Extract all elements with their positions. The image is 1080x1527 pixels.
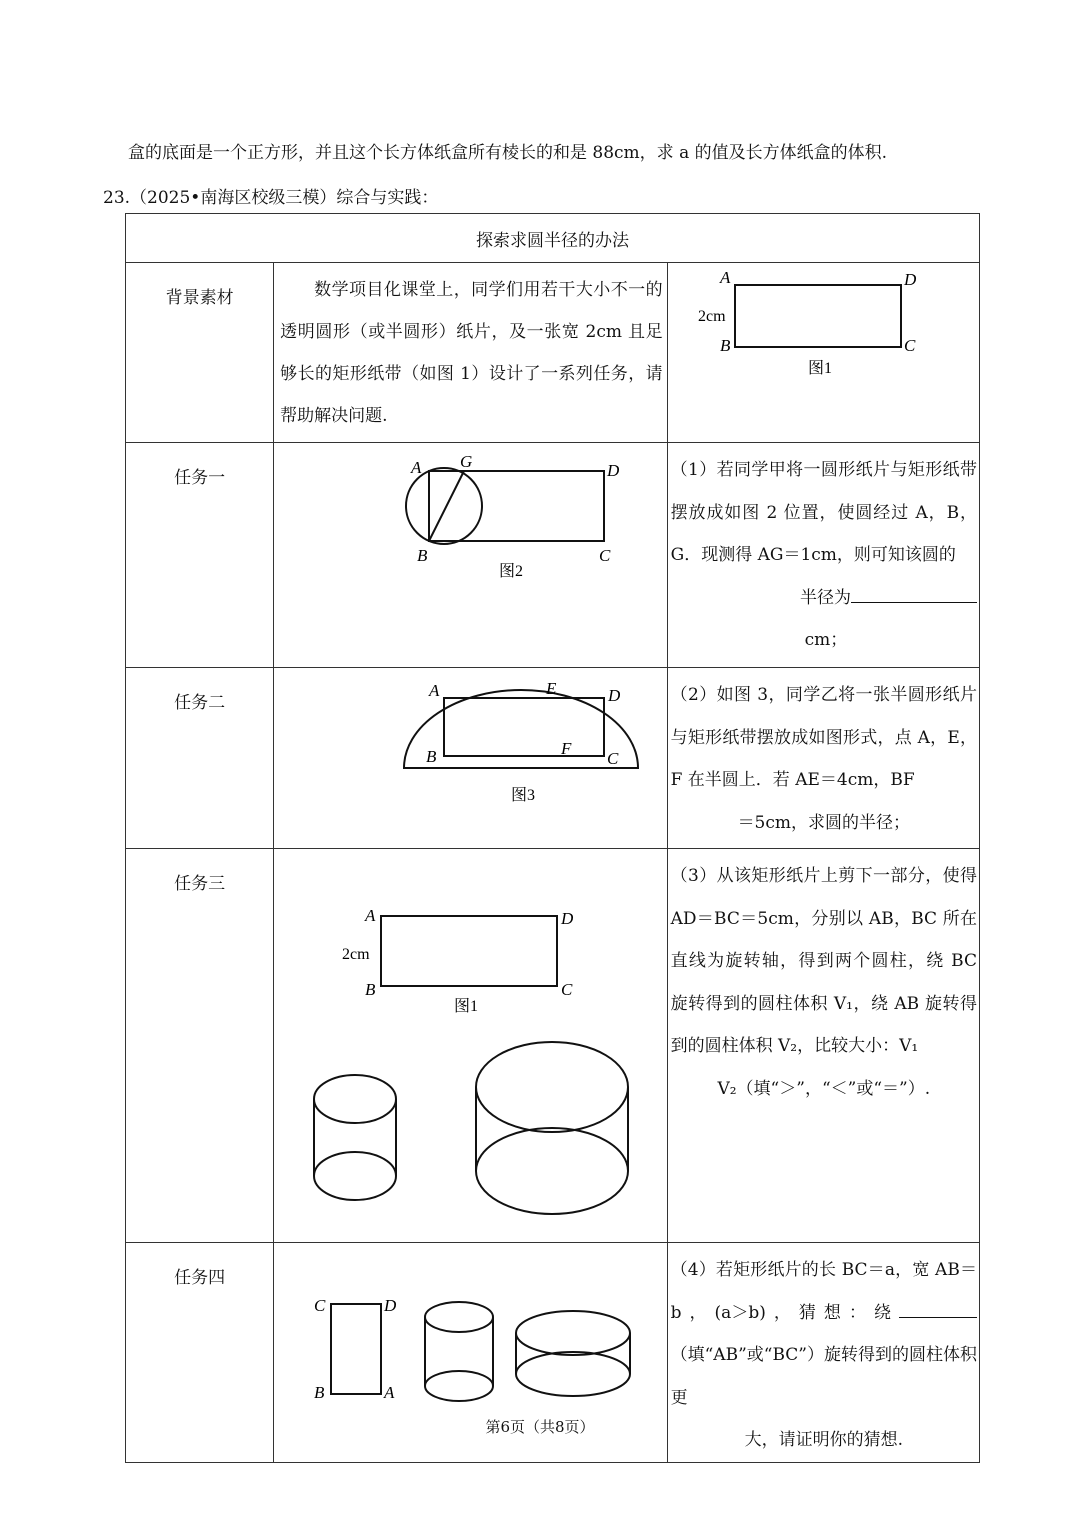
task3-label-b: B	[365, 980, 376, 999]
task2-text-a: （2）如图 3，同学乙将一张半圆形纸片与矩形纸带摆放成如图形式，点 A，E，F 在半圆上．若 AE＝4cm，BF	[670, 685, 977, 790]
figure3-label-a: A	[429, 681, 440, 700]
figure2-rect	[429, 471, 604, 541]
cylinder-large	[476, 1042, 628, 1214]
figure3-label-c: C	[607, 749, 619, 768]
figure2-chord-bg	[429, 471, 464, 541]
task2-label: 任务二	[126, 668, 274, 849]
table-title: 探索求圆半径的办法	[126, 214, 980, 263]
page-footer: 第6页（共8页）	[485, 1418, 595, 1436]
background-text: 数学项目化课堂上，同学们用若干大小不一的透明圆形（或半圆形）纸片，及一张宽 2cm 且足够长的矩形纸带（如图 1）设计了一系列任务，请帮助解决问题.	[274, 263, 667, 443]
figure2-label-b: B	[417, 546, 428, 565]
task3-text-a: （3）从该矩形纸片上剪下一部分，使得 AD＝BC＝5cm，分别以 AB，BC 所在直线为旋转轴，得到两个圆柱，绕 BC 旋转得到的圆柱体积 V₁，绕 AB 旋转得到的圆柱体积 V₂，比较大小：V₁	[670, 866, 977, 1056]
task1-text-c: cm；	[804, 630, 848, 650]
figure2-label-d: D	[607, 461, 620, 480]
figure1-label-d: D	[903, 270, 916, 289]
figure3-caption: 图3	[511, 787, 536, 804]
cylinder-small	[314, 1075, 396, 1200]
task4-answer-blank[interactable]	[899, 1301, 977, 1318]
figure2-label-a: A	[411, 458, 422, 477]
task1-text-a: （1）若同学甲将一圆形纸片与矩形纸带摆放成如图 2 位置，使圆经过 A，B，G．现测得 AG＝1cm，则可知该圆的	[670, 460, 977, 565]
figure2-label-c: C	[599, 546, 611, 565]
task3-rect	[381, 916, 557, 986]
task1-label: 任务一	[126, 443, 274, 668]
task3-caption: 图1	[454, 998, 479, 1015]
task3-text-b: V₂（填“＞”，“＜”或“＝”）.	[717, 1078, 931, 1099]
task2-text-b: ＝5cm，求圆的半径；	[737, 812, 911, 833]
question-header: 23.（2025•南海区校级三模）综合与实践：	[103, 188, 439, 208]
figure-task3	[274, 849, 667, 1237]
task3-text-cell	[667, 849, 979, 1243]
figure-task3-cell	[274, 849, 667, 1243]
task3-label-a: A	[365, 906, 376, 925]
task2-text-cell	[667, 668, 979, 849]
task-table	[125, 213, 980, 1463]
figure3	[274, 668, 667, 843]
figure1-cell	[667, 263, 979, 443]
task1-text-cell	[667, 443, 979, 668]
task4-cylinder-small	[425, 1302, 493, 1401]
figure3-label-b: B	[426, 747, 437, 766]
task4-label-c: C	[314, 1296, 326, 1315]
task3-label-d: D	[561, 909, 574, 928]
figure3-rect	[444, 698, 604, 756]
figure1-label-c: C	[903, 336, 915, 355]
figure1-label-b: B	[719, 336, 730, 355]
background-label: 背景素材	[126, 263, 274, 443]
figure2-caption: 图2	[499, 563, 524, 580]
task3-label-c: C	[561, 980, 573, 999]
figure1-caption: 图1	[807, 360, 832, 377]
task1-text-b: 半径为	[800, 587, 851, 608]
task4-text-c: 大，请证明你的猜想.	[744, 1430, 903, 1450]
task4-rect	[331, 1304, 381, 1394]
figure1-label-a: A	[719, 268, 730, 287]
figure2-label-g: G	[460, 452, 473, 471]
figure-task4	[274, 1243, 667, 1418]
task4-label: 任务四	[126, 1243, 274, 1463]
intro-line: 盒的底面是一个正方形，并且这个长方体纸盒所有棱长的和是 88cm，求 a 的值及长方体纸盒的体积.	[128, 143, 888, 163]
figure3-cell	[274, 668, 667, 849]
task4-label-d: D	[384, 1296, 397, 1315]
task4-label-a: A	[384, 1383, 395, 1402]
figure3-label-f: F	[561, 739, 572, 758]
task4-text-a: （4）若矩形纸片的长 BC＝a，宽 AB＝b，(a＞b)，猜想：绕	[670, 1260, 977, 1323]
figure1-width-label: 2cm	[697, 308, 726, 325]
task4-cylinder-large	[516, 1311, 630, 1396]
figure3-label-e: E	[546, 679, 557, 698]
figure3-label-d: D	[608, 686, 621, 705]
task3-width-label: 2cm	[342, 946, 370, 963]
task4-label-b: B	[314, 1383, 325, 1402]
figure2	[274, 443, 667, 662]
figure1-rect	[735, 285, 901, 347]
figure2-cell	[274, 443, 667, 668]
task4-text-b: （填“AB”或“BC”）旋转得到的圆柱体积更	[670, 1345, 977, 1408]
task3-label: 任务三	[126, 849, 274, 1243]
figure2-circle	[406, 468, 482, 544]
task1-answer-blank[interactable]	[851, 586, 977, 603]
figure1	[668, 263, 980, 437]
